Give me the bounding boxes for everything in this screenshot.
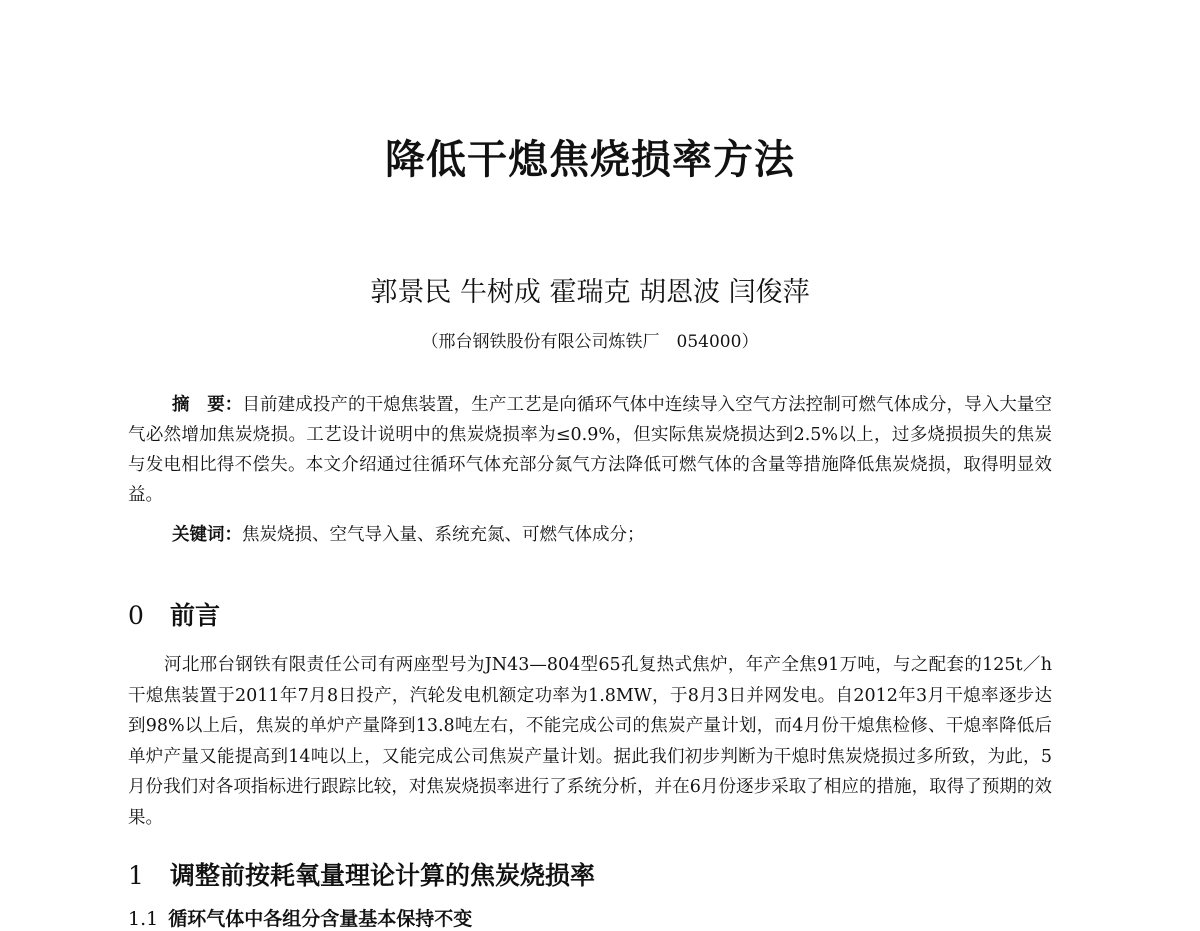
section-heading-preface [128, 596, 220, 632]
section-heading-1 [128, 856, 595, 892]
subsection-title: 循环气体中各组分含量基本保持不变 [168, 908, 473, 930]
keywords [172, 520, 1052, 550]
section-title: 前言 [170, 601, 221, 630]
preface-paragraph: 河北邢台钢铁有限责任公司有两座型号为JN43—804型65孔复热式焦炉，年产全焦91万吨，与之配套的125t／h干熄焦装置于2011年7月8日投产，汽轮发电机额定功率为1.8MW，于8月3日并网发电。自2012年3月干熄率逐步达到98%以上后，焦炭的单炉产量降到13.8吨左右，不能完成公司的焦炭产量计划，而4月份干熄焦检修、干熄率降低后单炉产量又能提高到14吨以上，又能完成公司焦炭产量计划。据此我们初步判断为干熄时焦炭烧损过多所致，为此，5月份我们对各项指标进行跟踪比较，对焦炭烧损率进行了系统分析，并在6月份逐步采取了相应的措施，取得了预期的效果。 [128, 655, 1052, 828]
abstract-text: 目前建成投产的干熄焦装置，生产工艺是向循环气体中连续导入空气方法控制可燃气体成分，导入大量空气必然增加焦炭烧损。工艺设计说明中的焦炭烧损率为≤0.9%，但实际焦炭烧损达到2.5%以上，过多烧损损失的焦炭与发电相比得不偿失。本文介绍通过往循环气体充部分氮气方法降低可燃气体的含量等措施降低焦炭烧损，取得明显效益。 [128, 395, 1053, 505]
subsection-heading-1-1 [128, 904, 472, 931]
author-list: 郭景民 牛树成 霍瑞克 胡恩波 闫俊萍 [370, 277, 810, 308]
abstract [128, 390, 1052, 510]
section-title: 调整前按耗氧量理论计算的焦炭烧损率 [170, 861, 596, 890]
paper-title: 降低干熄焦烧损率方法 [385, 137, 795, 183]
subsection-number: 1.1 [128, 908, 159, 930]
section-number: 1 [128, 861, 144, 890]
abstract-label: 摘 要： [172, 395, 243, 415]
keywords-label: 关键词： [172, 525, 242, 545]
section-number: 0 [128, 601, 144, 630]
keywords-text: 焦炭烧损、空气导入量、系统充氮、可燃气体成分； [242, 525, 645, 545]
affiliation: （邢台钢铁股份有限公司炼铁厂 054000） [421, 332, 759, 352]
